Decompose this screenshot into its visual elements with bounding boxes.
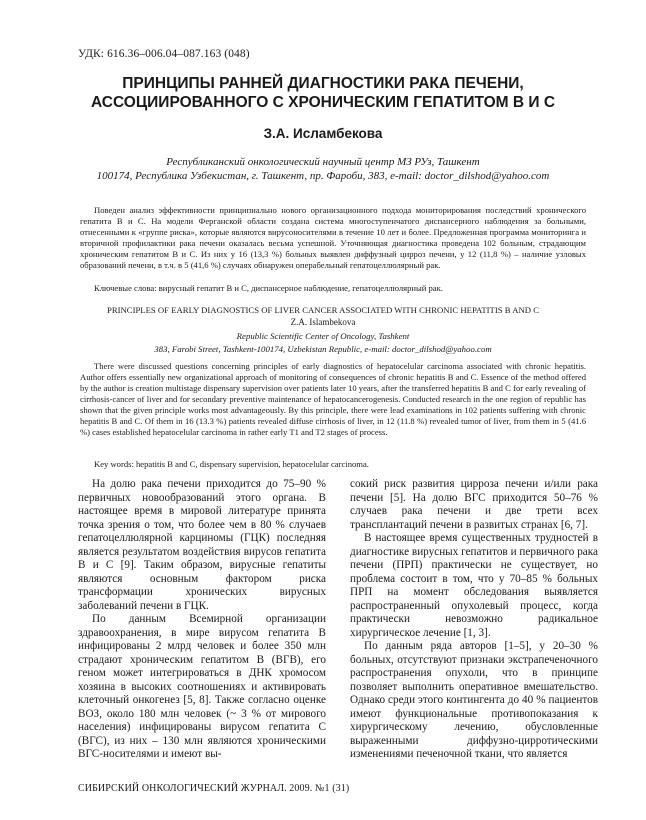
keywords-ru bbox=[80, 283, 586, 294]
body-paragraph: На долю рака печени приходится до 75–90 % первичных новообразований этого органа. В настоящее время в мировой литературе принята точка зрения о том, что более чем в 80 % случаев гепатоцеллюлярной карциномы (ГЦК) последняя является результатом воздействия вирусов гепатита В и С [9]. Таким образом, вирусные гепатиты являются основным фактором риска трансформации хронических вирусных заболеваний печени в ГЦК. bbox=[78, 478, 326, 612]
english-author: Z.A. Islambekova bbox=[290, 317, 356, 327]
abstract-ru-text: Поведен анализ эффективности принципиально нового организационного подхода мониторирования последствий хронического гепатита В и С. На модели Ферганской области создана система многоступенчатого диспансерного наблюдения за больными, отнесенными к «группе риска», которые являются вирусоносителями в течение 10 лет и более. Предложенная программа мониторинга и вторичной профилактики рака печени оказалась весьма успешной. Уточняющая диагностика проведена 102 больным, страдающим хроническим гепатитом В и С. Из них у 16 (13,3 %) больных выявлен диффузный цирроз печени, у 12 (11,8 %) – наличие узловых образований печени, в т.ч. в 5 (41,6 %) случаях обнаружен операбельный гепатоцеллюлярный рак. bbox=[80, 205, 586, 270]
author: З.А. Исламбекова bbox=[263, 126, 383, 141]
keywords-en-text: Key words: hepatitis B and C, dispensary supervision, hepatocelular carcinoma. bbox=[94, 459, 369, 469]
body-column-right bbox=[350, 478, 598, 762]
english-title: PRINCIPLES OF EARLY DIAGNOSTICS OF LIVER CANCER ASSOCIATED WITH CHRONIC HEPATITIS B AND C bbox=[106, 305, 539, 315]
abstract-ru bbox=[80, 205, 586, 271]
english-affiliation-line-1: Republic Scientific Center of Oncology, Tashkent bbox=[236, 331, 410, 341]
affiliation-line-1: Республиканский онкологический научный центр МЗ РУз, Ташкент bbox=[166, 156, 480, 168]
body-paragraph: В настоящее время существенных трудностей в диагностике вирусных гепатитов и первичного рака печени (ПРП) практически не существует, но проблема состоит в том, что у 70–85 % больных ПРП на момент обследования выявляется распространенный опухолевый процесс, когда практически невозможно радикальное хирургическое лечение [1, 3]. bbox=[350, 532, 598, 639]
affiliation bbox=[40, 155, 606, 183]
body-paragraph: По данным Всемирной организации здравоохранения, в мире вирусом гепатита В инфицированы 2 млрд человек и более 350 млн страдают хроническим гепатитом В (ВГВ), его геном может интегрироваться в ДНК хромосом хозяина в высоких соотношениях и активировать клеточный онкогенез [5, 8]. Также согласно оценке ВОЗ, около 180 млн человек (~ 3 % от мирового населения) инфицированы вирусом гепатита С (ВГС), из них – 130 млн являются хроническими ВГС-носителями и имеют вы- bbox=[78, 613, 326, 760]
body-column-left bbox=[78, 478, 326, 762]
journal-footer: СИБИРСКИЙ ОНКОЛОГИЧЕСКИЙ ЖУРНАЛ. 2009. №1 (31) bbox=[78, 783, 350, 794]
title-line-2: АССОЦИИРОВАННОГО С ХРОНИЧЕСКИМ ГЕПАТИТОМ В И С bbox=[90, 94, 556, 111]
body-paragraph: По данным ряда авторов [1–5], у 20–30 % больных, отсутствуют признаки экстрапеченочного распространения опухоли, что в принципе позволяет выполнить оперативное вмешательство. Однако среди этого контингента до 40 % пациентов имеют функциональные противопоказания к хирургическому лечению, обусловленные выраженными диффузно-цирротическими изменениями печеночной ткани, что является bbox=[350, 640, 598, 760]
english-affiliation-line-2: 383, Farobi Street, Tashkent-100174, Uzbekistan Republic, e-mail: doctor_dilshod@yahoo.com bbox=[154, 344, 492, 354]
keywords-en bbox=[80, 459, 586, 470]
abstract-en-text: There were discussed questions concerning principles of early diagnostics of hepatocelular carcinoma associated with chronic hepatitis. Author offers essentially new organizational approach of monitoring of consequences of chronic hepatitis B and C. Essence of the method offered by the author is creation multistage dispensary supervision over patients later 10 years, after the transferred hepatitis B and C for early revealing of cirrhosis-cancer of liver and for secondary preventive maintenance of hepatocancerogenesis. Conducted research in the one region of republic has shown that the given principle works most advantageously. By this principle, there were lead examinations in 102 patients suffering with chronic hepatitis B and C. Of them in 16 (13.3 %) patients revealed diffuse cirrhosis of liver, in 12 (11.8 %) revealed tumor of liver, from them in 5 (41.6 %) cases established hepatocelular carcinoma in rather early T1 and T2 stages of process. bbox=[80, 361, 586, 437]
article-title bbox=[60, 74, 586, 112]
keywords-ru-text: Ключевые слова: вирусный гепатит В и С, диспансерное наблюдение, гепатоцеллюлярный рак. bbox=[94, 283, 443, 293]
english-affiliation bbox=[60, 330, 586, 356]
body-paragraph: сокий риск развития цирроза печени и/или рака печени [5]. На долю ВГС приходится 50–76 % случаев рака печени и две трети всех трансплантаций печени в развитых странах [6, 7]. bbox=[350, 478, 598, 531]
affiliation-line-2: 100174, Республика Узбекистан, г. Ташкент, пр. Фароби, 383, e-mail: doctor_dilshod@yahoo.com bbox=[96, 170, 550, 182]
abstract-en bbox=[80, 361, 586, 438]
title-line-1: ПРИНЦИПЫ РАННЕЙ ДИАГНОСТИКИ РАКА ПЕЧЕНИ, bbox=[122, 75, 524, 92]
udk-code: УДК: 616.36–006.04–087.163 (048) bbox=[78, 48, 250, 60]
